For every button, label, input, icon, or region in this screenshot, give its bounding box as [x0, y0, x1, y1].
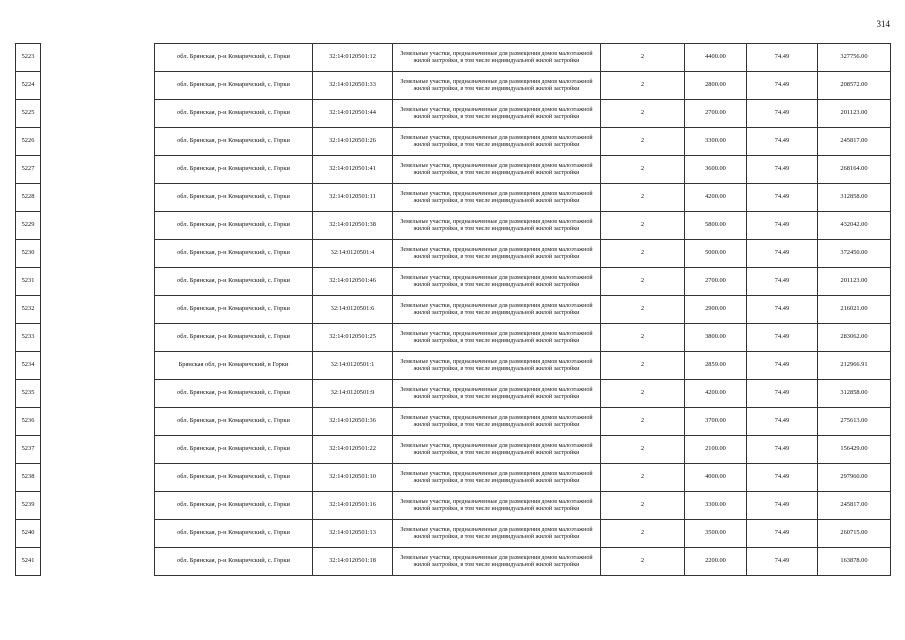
- specific-value-cell: 74.49: [747, 408, 818, 436]
- land-use-purpose-cell: Земельные участки, предназначенные для размещения домов малоэтажной жилой застройки, в том числе индивидуальной жилой застройки: [393, 380, 601, 408]
- land-use-purpose-cell: Земельные участки, предназначенные для размещения домов малоэтажной жилой застройки, в том числе индивидуальной жилой застройки: [393, 100, 601, 128]
- group-number-cell: 2: [601, 240, 685, 268]
- area-cell: 4400.00: [685, 44, 747, 72]
- group-number-cell: 2: [601, 408, 685, 436]
- group-number-cell: 2: [601, 352, 685, 380]
- row-number-cell: 5225: [16, 100, 41, 128]
- specific-value-cell: 74.49: [747, 548, 818, 576]
- row-number-cell: 5231: [16, 268, 41, 296]
- table-row: [16, 520, 891, 548]
- land-plots-table: [15, 43, 891, 576]
- row-number-cell: 5235: [16, 380, 41, 408]
- land-use-purpose-cell: Земельные участки, предназначенные для размещения домов малоэтажной жилой застройки, в том числе индивидуальной жилой застройки: [393, 520, 601, 548]
- cadastral-number-cell: 32:14:0120501:9: [313, 380, 393, 408]
- cadastral-value-cell: 432042.00: [818, 212, 891, 240]
- cadastral-number-cell: 32:14:0120501:18: [313, 548, 393, 576]
- group-number-cell: 2: [601, 380, 685, 408]
- row-number-cell: 5229: [16, 212, 41, 240]
- cadastral-value-cell: 268164.00: [818, 156, 891, 184]
- address-cell: обл. Брянская, р-н Комаричский, с. Горки: [155, 380, 313, 408]
- address-cell: обл. Брянская, р-н Комаричский, с. Горки: [155, 156, 313, 184]
- area-cell: 3600.00: [685, 156, 747, 184]
- spacer-cell: [41, 72, 155, 100]
- specific-value-cell: 74.49: [747, 324, 818, 352]
- cadastral-number-cell: 32:14:0120501:1: [313, 352, 393, 380]
- table-row: [16, 240, 891, 268]
- table-row: [16, 436, 891, 464]
- cadastral-number-cell: 32:14:0120501:36: [313, 408, 393, 436]
- spacer-cell: [41, 520, 155, 548]
- area-cell: 2900.00: [685, 296, 747, 324]
- specific-value-cell: 74.49: [747, 520, 818, 548]
- cadastral-value-cell: 283062.00: [818, 324, 891, 352]
- group-number-cell: 2: [601, 156, 685, 184]
- address-cell: обл. Брянская, р-н Комаричский, с. Горки: [155, 492, 313, 520]
- table-row: [16, 44, 891, 72]
- spacer-cell: [41, 212, 155, 240]
- row-number-cell: 5224: [16, 72, 41, 100]
- land-use-purpose-cell: Земельные участки, предназначенные для размещения домов малоэтажной жилой застройки, в том числе индивидуальной жилой застройки: [393, 156, 601, 184]
- group-number-cell: 2: [601, 324, 685, 352]
- cadastral-number-cell: 32:14:0120501:33: [313, 72, 393, 100]
- cadastral-number-cell: 32:14:0120501:26: [313, 128, 393, 156]
- row-number-cell: 5241: [16, 548, 41, 576]
- spacer-cell: [41, 128, 155, 156]
- area-cell: 2700.00: [685, 268, 747, 296]
- row-number-cell: 5226: [16, 128, 41, 156]
- address-cell: обл. Брянская, р-н Комаричский, с. Горки: [155, 436, 313, 464]
- group-number-cell: 2: [601, 212, 685, 240]
- cadastral-value-cell: 245817.00: [818, 492, 891, 520]
- spacer-cell: [41, 492, 155, 520]
- table-row: [16, 352, 891, 380]
- area-cell: 3300.00: [685, 128, 747, 156]
- spacer-cell: [41, 548, 155, 576]
- row-number-cell: 5228: [16, 184, 41, 212]
- specific-value-cell: 74.49: [747, 44, 818, 72]
- table-row: [16, 184, 891, 212]
- row-number-cell: 5232: [16, 296, 41, 324]
- group-number-cell: 2: [601, 464, 685, 492]
- land-use-purpose-cell: Земельные участки, предназначенные для размещения домов малоэтажной жилой застройки, в том числе индивидуальной жилой застройки: [393, 268, 601, 296]
- cadastral-number-cell: 32:14:0120501:10: [313, 464, 393, 492]
- cadastral-value-cell: 245817.00: [818, 128, 891, 156]
- specific-value-cell: 74.49: [747, 128, 818, 156]
- group-number-cell: 2: [601, 268, 685, 296]
- address-cell: обл. Брянская, р-н Комаричский, с. Горки: [155, 324, 313, 352]
- area-cell: 3800.00: [685, 324, 747, 352]
- row-number-cell: 5234: [16, 352, 41, 380]
- address-cell: обл. Брянская, р-н Комаричский, с. Горки: [155, 184, 313, 212]
- area-cell: 2100.00: [685, 436, 747, 464]
- cadastral-value-cell: 216021.00: [818, 296, 891, 324]
- spacer-cell: [41, 156, 155, 184]
- group-number-cell: 2: [601, 296, 685, 324]
- address-cell: обл. Брянская, р-н Комаричский, с. Горки: [155, 268, 313, 296]
- area-cell: 4200.00: [685, 184, 747, 212]
- table-row: [16, 408, 891, 436]
- land-use-purpose-cell: Земельные участки, предназначенные для размещения домов малоэтажной жилой застройки, в том числе индивидуальной жилой застройки: [393, 212, 601, 240]
- address-cell: обл. Брянская, р-н Комаричский, с. Горки: [155, 296, 313, 324]
- address-cell: обл. Брянская, р-н Комаричский, с. Горки: [155, 464, 313, 492]
- address-cell: обл. Брянская, р-н Комаричский, с. Горки: [155, 520, 313, 548]
- specific-value-cell: 74.49: [747, 184, 818, 212]
- table-row: [16, 156, 891, 184]
- area-cell: 2700.00: [685, 100, 747, 128]
- cadastral-number-cell: 32:14:0120501:4: [313, 240, 393, 268]
- land-use-purpose-cell: Земельные участки, предназначенные для размещения домов малоэтажной жилой застройки, в том числе индивидуальной жилой застройки: [393, 184, 601, 212]
- cadastral-number-cell: 32:14:0120501:38: [313, 212, 393, 240]
- spacer-cell: [41, 324, 155, 352]
- group-number-cell: 2: [601, 44, 685, 72]
- spacer-cell: [41, 44, 155, 72]
- cadastral-number-cell: 32:14:0120501:12: [313, 44, 393, 72]
- area-cell: 3700.00: [685, 408, 747, 436]
- group-number-cell: 2: [601, 520, 685, 548]
- cadastral-value-cell: 212966.91: [818, 352, 891, 380]
- spacer-cell: [41, 408, 155, 436]
- cadastral-number-cell: 32:14:0120501:11: [313, 184, 393, 212]
- land-use-purpose-cell: Земельные участки, предназначенные для размещения домов малоэтажной жилой застройки, в том числе индивидуальной жилой застройки: [393, 44, 601, 72]
- spacer-cell: [41, 100, 155, 128]
- cadastral-number-cell: 32:14:0120501:41: [313, 156, 393, 184]
- specific-value-cell: 74.49: [747, 380, 818, 408]
- row-number-cell: 5238: [16, 464, 41, 492]
- spacer-cell: [41, 184, 155, 212]
- cadastral-value-cell: 163878.00: [818, 548, 891, 576]
- group-number-cell: 2: [601, 492, 685, 520]
- spacer-cell: [41, 352, 155, 380]
- land-use-purpose-cell: Земельные участки, предназначенные для размещения домов малоэтажной жилой застройки, в том числе индивидуальной жилой застройки: [393, 492, 601, 520]
- area-cell: 5800.00: [685, 212, 747, 240]
- area-cell: 2200.00: [685, 548, 747, 576]
- row-number-cell: 5223: [16, 44, 41, 72]
- table-row: [16, 268, 891, 296]
- cadastral-value-cell: 201123.00: [818, 268, 891, 296]
- area-cell: 2859.00: [685, 352, 747, 380]
- spacer-cell: [41, 436, 155, 464]
- page-number: 314: [876, 19, 890, 29]
- row-number-cell: 5233: [16, 324, 41, 352]
- land-use-purpose-cell: Земельные участки, предназначенные для размещения домов малоэтажной жилой застройки, в том числе индивидуальной жилой застройки: [393, 324, 601, 352]
- cadastral-value-cell: 312858.00: [818, 380, 891, 408]
- cadastral-number-cell: 32:14:0120501:22: [313, 436, 393, 464]
- specific-value-cell: 74.49: [747, 72, 818, 100]
- specific-value-cell: 74.49: [747, 100, 818, 128]
- area-cell: 4200.00: [685, 380, 747, 408]
- group-number-cell: 2: [601, 436, 685, 464]
- spacer-cell: [41, 268, 155, 296]
- area-cell: 3300.00: [685, 492, 747, 520]
- land-use-purpose-cell: Земельные участки, предназначенные для размещения домов малоэтажной жилой застройки, в том числе индивидуальной жилой застройки: [393, 408, 601, 436]
- table-row: [16, 72, 891, 100]
- cadastral-number-cell: 32:14:0120501:25: [313, 324, 393, 352]
- specific-value-cell: 74.49: [747, 436, 818, 464]
- cadastral-number-cell: 32:14:0120501:6: [313, 296, 393, 324]
- table-row: [16, 324, 891, 352]
- cadastral-value-cell: 312858.00: [818, 184, 891, 212]
- address-cell: обл. Брянская, р-н Комаричский, с. Горки: [155, 44, 313, 72]
- specific-value-cell: 74.49: [747, 156, 818, 184]
- address-cell: обл. Брянская, р-н Комаричский, с. Горки: [155, 72, 313, 100]
- table-row: [16, 296, 891, 324]
- group-number-cell: 2: [601, 72, 685, 100]
- cadastral-value-cell: 156429.00: [818, 436, 891, 464]
- address-cell: обл. Брянская, р-н Комаричский, с. Горки: [155, 212, 313, 240]
- address-cell: обл. Брянская, р-н Комаричский, с. Горки: [155, 548, 313, 576]
- row-number-cell: 5236: [16, 408, 41, 436]
- table-row: [16, 380, 891, 408]
- address-cell: обл. Брянская, р-н Комаричский, с. Горки: [155, 128, 313, 156]
- area-cell: 5000.00: [685, 240, 747, 268]
- specific-value-cell: 74.49: [747, 240, 818, 268]
- area-cell: 3500.00: [685, 520, 747, 548]
- row-number-cell: 5239: [16, 492, 41, 520]
- cadastral-value-cell: 208572.00: [818, 72, 891, 100]
- table-row: [16, 212, 891, 240]
- specific-value-cell: 74.49: [747, 268, 818, 296]
- row-number-cell: 5237: [16, 436, 41, 464]
- cadastral-value-cell: 297960.00: [818, 464, 891, 492]
- specific-value-cell: 74.49: [747, 464, 818, 492]
- spacer-cell: [41, 464, 155, 492]
- cadastral-number-cell: 32:14:0120501:13: [313, 520, 393, 548]
- address-cell: Брянская обл, р-н Комаричский, в Горки: [155, 352, 313, 380]
- row-number-cell: 5227: [16, 156, 41, 184]
- land-use-purpose-cell: Земельные участки, предназначенные для размещения домов малоэтажной жилой застройки, в том числе индивидуальной жилой застройки: [393, 436, 601, 464]
- cadastral-number-cell: 32:14:0120501:46: [313, 268, 393, 296]
- spacer-cell: [41, 380, 155, 408]
- table-row: [16, 100, 891, 128]
- area-cell: 2800.00: [685, 72, 747, 100]
- cadastral-value-cell: 260715.00: [818, 520, 891, 548]
- land-use-purpose-cell: Земельные участки, предназначенные для размещения домов малоэтажной жилой застройки, в том числе индивидуальной жилой застройки: [393, 128, 601, 156]
- spacer-cell: [41, 240, 155, 268]
- spacer-cell: [41, 296, 155, 324]
- land-use-purpose-cell: Земельные участки, предназначенные для размещения домов малоэтажной жилой застройки, в том числе индивидуальной жилой застройки: [393, 72, 601, 100]
- table-body: [16, 44, 891, 576]
- land-use-purpose-cell: Земельные участки, предназначенные для размещения домов малоэтажной жилой застройки, в том числе индивидуальной жилой застройки: [393, 296, 601, 324]
- area-cell: 4000.00: [685, 464, 747, 492]
- land-use-purpose-cell: Земельные участки, предназначенные для размещения домов малоэтажной жилой застройки, в том числе индивидуальной жилой застройки: [393, 352, 601, 380]
- table-row: [16, 128, 891, 156]
- cadastral-value-cell: 372450.00: [818, 240, 891, 268]
- address-cell: обл. Брянская, р-н Комаричский, с. Горки: [155, 100, 313, 128]
- table-row: [16, 548, 891, 576]
- cadastral-value-cell: 327756.00: [818, 44, 891, 72]
- group-number-cell: 2: [601, 100, 685, 128]
- group-number-cell: 2: [601, 128, 685, 156]
- specific-value-cell: 74.49: [747, 352, 818, 380]
- cadastral-value-cell: 201123.00: [818, 100, 891, 128]
- table-row: [16, 492, 891, 520]
- specific-value-cell: 74.49: [747, 296, 818, 324]
- group-number-cell: 2: [601, 548, 685, 576]
- land-use-purpose-cell: Земельные участки, предназначенные для размещения домов малоэтажной жилой застройки, в том числе индивидуальной жилой застройки: [393, 240, 601, 268]
- group-number-cell: 2: [601, 184, 685, 212]
- specific-value-cell: 74.49: [747, 212, 818, 240]
- table-row: [16, 464, 891, 492]
- address-cell: обл. Брянская, р-н Комаричский, с. Горки: [155, 408, 313, 436]
- row-number-cell: 5240: [16, 520, 41, 548]
- cadastral-value-cell: 275613.00: [818, 408, 891, 436]
- land-use-purpose-cell: Земельные участки, предназначенные для размещения домов малоэтажной жилой застройки, в том числе индивидуальной жилой застройки: [393, 548, 601, 576]
- address-cell: обл. Брянская, р-н Комаричский, с. Горки: [155, 240, 313, 268]
- specific-value-cell: 74.49: [747, 492, 818, 520]
- cadastral-number-cell: 32:14:0120501:16: [313, 492, 393, 520]
- cadastral-number-cell: 32:14:0120501:44: [313, 100, 393, 128]
- land-use-purpose-cell: Земельные участки, предназначенные для размещения домов малоэтажной жилой застройки, в том числе индивидуальной жилой застройки: [393, 464, 601, 492]
- row-number-cell: 5230: [16, 240, 41, 268]
